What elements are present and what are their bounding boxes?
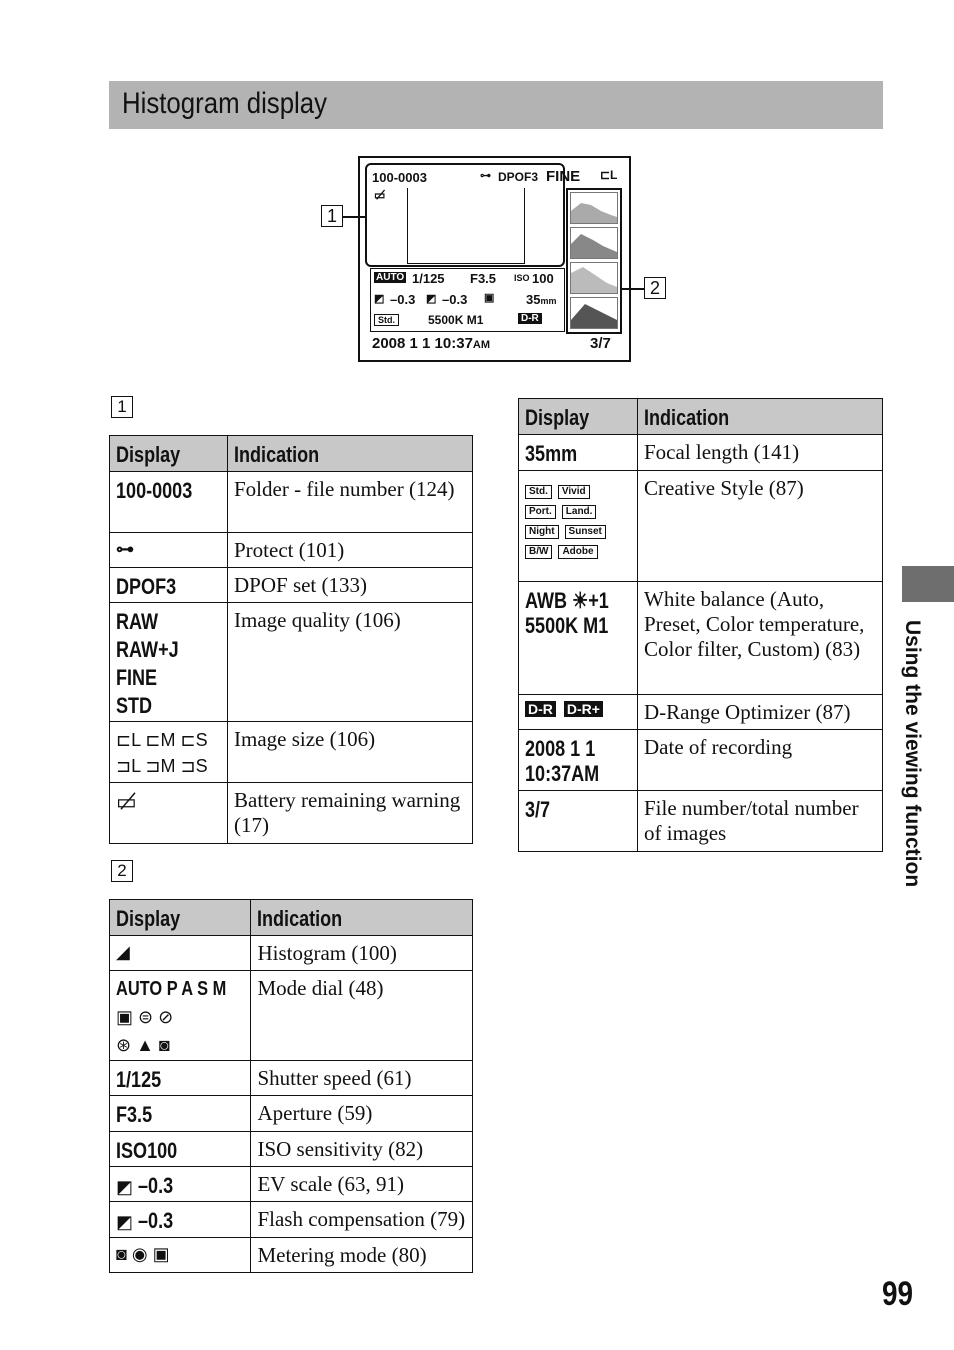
table-row (519, 582, 883, 695)
display-file-number: 100-0003 (116, 478, 193, 503)
header-display: Display (116, 442, 181, 467)
table-row (519, 435, 883, 471)
indication-text: ISO sensitivity (82) (251, 1132, 473, 1167)
callout-2-leader (620, 288, 644, 290)
indication-text: Aperture (59) (251, 1096, 473, 1132)
callout-2: 2 (644, 277, 666, 299)
image-size-icon: ⊏L (600, 168, 618, 182)
ev-icon: ◩ (116, 1177, 139, 1197)
display-date: 2008 1 1 (525, 736, 596, 761)
indication-text: DPOF set (133) (228, 568, 473, 603)
metering-icons: ◙ ◉ ▣ (116, 1244, 170, 1264)
lcd-dpof: DPOF3 (498, 170, 539, 184)
header-indication: Indication (234, 442, 320, 467)
lcd-flash: –0.3 (442, 292, 468, 307)
style-sunset-icon: Sunset (565, 525, 606, 539)
histogram-red (570, 227, 618, 259)
display-awb: AWB ☀+1 (525, 588, 609, 613)
indication-text: Image quality (106) (228, 603, 473, 722)
indication-text: Mode dial (48) (251, 971, 473, 1061)
title-bar (109, 81, 883, 129)
indication-text: White balance (Auto, Preset, Color temperature, Color filter, Custom) (83) (638, 582, 883, 695)
lcd-aperture: F3.5 (470, 271, 497, 286)
lcd-shutter: 1/125 (412, 271, 445, 286)
display-count: 3/7 (525, 797, 551, 822)
histogram-green (570, 262, 618, 294)
display-aperture: F3.5 (116, 1102, 153, 1127)
style-night-icon: Night (525, 525, 559, 539)
indication-text: Flash compensation (79) (251, 1202, 473, 1238)
display-time: 10:37AM (525, 761, 600, 786)
table-row (519, 730, 883, 791)
table-row (110, 1238, 473, 1273)
side-label-text: Using the viewing function (901, 620, 924, 888)
indication-text: Focal length (141) (638, 435, 883, 471)
dro-icon: D-R (525, 701, 556, 717)
display-std: STD (116, 693, 153, 718)
callout-1: 1 (321, 205, 343, 227)
key-icon: ⊶ (116, 539, 134, 559)
table-row (110, 1061, 473, 1096)
table-row (110, 472, 473, 533)
lcd-style: Std. (374, 314, 399, 326)
table-row (110, 568, 473, 603)
flash-comp-icon: ◩ (116, 1212, 139, 1232)
table-section-2 (109, 899, 473, 1273)
mode-dial-icons: AUTO P A S M (116, 978, 227, 1000)
style-bw-icon: B/W (525, 545, 552, 559)
table-row (110, 1167, 473, 1202)
style-portrait-icon: Port. (525, 505, 556, 519)
header-indication: Indication (644, 405, 730, 430)
table-row (519, 471, 883, 582)
lcd-date: 2008 1 1 10:37AM (372, 335, 491, 352)
header-indication: Indication (257, 906, 343, 931)
lcd-file-number: 100-0003 (372, 170, 427, 185)
style-adobe-icon: Adobe (558, 545, 597, 559)
dro-plus-icon: D-R+ (564, 701, 603, 717)
lcd-ev: –0.3 (390, 292, 416, 307)
flash-comp-icon: ◩ (426, 293, 437, 305)
style-std-icon: Std. (525, 485, 552, 499)
table-row (110, 971, 473, 1061)
image-size-wide-icon: ⊐L ⊐M ⊐S (116, 756, 208, 776)
display-dpof: DPOF3 (116, 574, 177, 599)
indication-text: Creative Style (87) (638, 471, 883, 582)
table-section-1-continued (518, 398, 883, 852)
table-row (519, 791, 883, 852)
indication-text: File number/total number of images (638, 791, 883, 852)
lcd-iso-label: ISO (514, 273, 530, 283)
display-raw-j: RAW+J (116, 637, 179, 662)
table-row (110, 603, 473, 722)
photo-preview (407, 188, 525, 264)
table-row (519, 695, 883, 730)
table-row (110, 1132, 473, 1167)
section-tab (902, 566, 954, 602)
histogram-icon: ◢ (116, 942, 130, 962)
table-row (110, 783, 473, 844)
section-label-1: 1 (111, 396, 133, 418)
lcd-screen-illustration (358, 156, 631, 362)
display-ev: –0.3 (138, 1173, 174, 1198)
page-title: Histogram display (122, 87, 328, 120)
battery-warning-icon: ▭̸ (116, 789, 137, 814)
indication-text: Date of recording (638, 730, 883, 791)
display-flash: –0.3 (138, 1208, 174, 1233)
scene-mode-icons-2: ⊛ ▲ ◙ (116, 1035, 170, 1055)
indication-text: Folder - file number (124) (228, 472, 473, 533)
table-row (110, 1202, 473, 1238)
callout-1-leader (343, 216, 365, 218)
lcd-dro: D-R (518, 313, 542, 324)
page-number: 99 (882, 1275, 914, 1313)
indication-text: Metering mode (80) (251, 1238, 473, 1273)
style-vivid-icon: Vivid (558, 485, 590, 499)
image-size-icon: ⊏L ⊏M ⊏S (116, 730, 208, 750)
style-landscape-icon: Land. (562, 505, 597, 519)
ev-icon: ◩ (374, 293, 385, 305)
key-icon: ⊶ (480, 170, 491, 182)
histogram-luminance (570, 192, 618, 224)
indication-text: Image size (106) (228, 722, 473, 783)
display-fine: FINE (116, 665, 158, 690)
header-display: Display (116, 906, 181, 931)
display-iso: ISO100 (116, 1138, 178, 1163)
table-row (110, 533, 473, 568)
table-row (110, 936, 473, 971)
display-raw: RAW (116, 609, 159, 634)
histogram-column (566, 188, 622, 334)
indication-text: Histogram (100) (251, 936, 473, 971)
display-shutter: 1/125 (116, 1067, 162, 1092)
lcd-focal: 35mm (526, 292, 557, 307)
lcd-quality: FINE (546, 168, 581, 185)
section-label-2: 2 (111, 860, 133, 882)
indication-text: EV scale (63, 91) (251, 1167, 473, 1202)
table-row (110, 722, 473, 783)
side-label (900, 620, 924, 900)
histogram-blue (570, 297, 618, 329)
indication-text: Battery remaining warning (17) (228, 783, 473, 844)
battery-warning-icon: ▭̸ (374, 188, 386, 202)
display-focal: 35mm (525, 441, 578, 466)
indication-text: D-Range Optimizer (87) (638, 695, 883, 730)
table-row (110, 1096, 473, 1132)
scene-mode-icons: ▣ ⊜ ⊘ (116, 1007, 174, 1027)
lcd-count: 3/7 (590, 335, 611, 352)
header-display: Display (525, 405, 590, 430)
indication-text: Protect (101) (228, 533, 473, 568)
indication-text: Shutter speed (61) (251, 1061, 473, 1096)
lcd-iso: 100 (532, 271, 554, 286)
table-section-1 (109, 435, 473, 844)
display-color-temp: 5500K M1 (525, 613, 609, 638)
lcd-wb: 5500K M1 (428, 313, 484, 327)
auto-mode-icon: AUTO (376, 272, 405, 283)
metering-icon: ▣ (484, 292, 495, 304)
